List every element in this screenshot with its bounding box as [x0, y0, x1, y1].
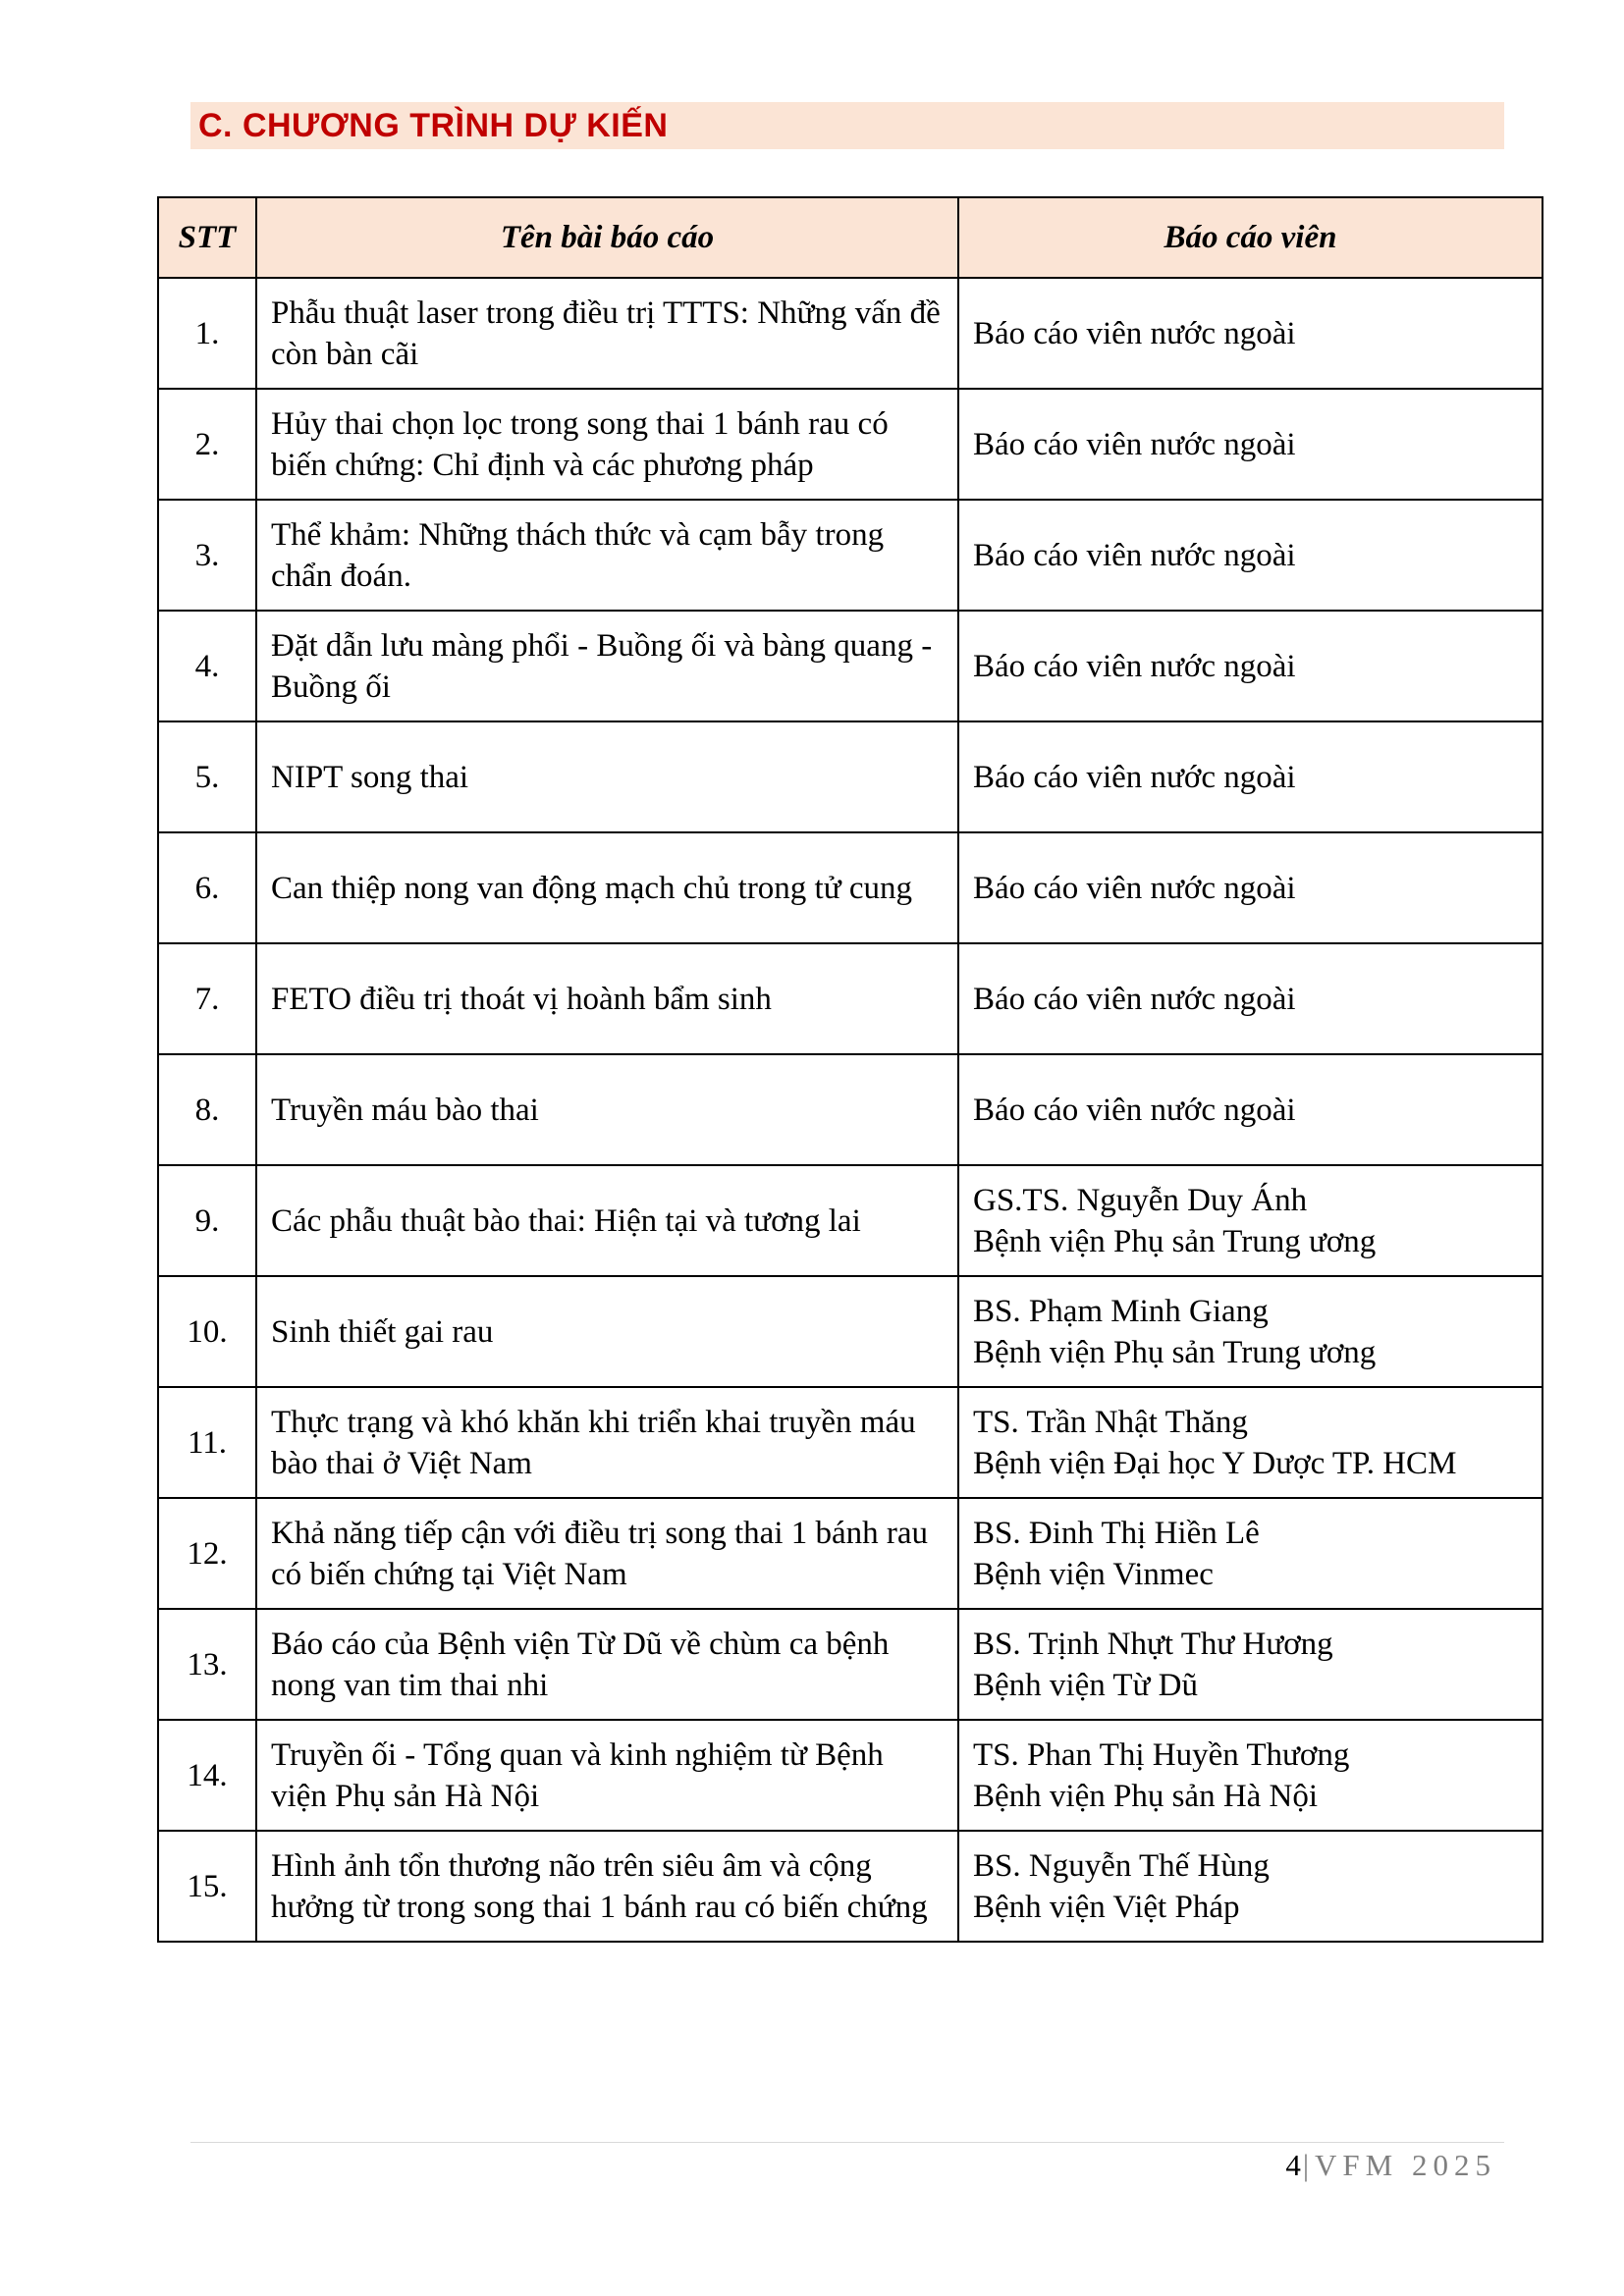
report-title: FETO điều trị thoát vị hoành bẩm sinh: [256, 943, 958, 1054]
report-title: Thể khảm: Những thách thức và cạm bẫy trong chẩn đoán.: [256, 500, 958, 611]
section-title: C. CHƯƠNG TRÌNH DỰ KIẾN: [190, 102, 1504, 149]
row-number: 4.: [158, 611, 256, 721]
speaker-name: Báo cáo viên nước ngoài: [973, 315, 1296, 351]
table-row: [158, 721, 1543, 832]
speaker-affiliation: Bệnh viện Phụ sản Trung ương: [973, 1334, 1377, 1370]
table-row: [158, 1054, 1543, 1165]
report-title: Truyền ối - Tổng quan và kinh nghiệm từ Bệnh viện Phụ sản Hà Nội: [256, 1720, 958, 1831]
speaker-name: TS. Phan Thị Huyền Thương: [973, 1736, 1350, 1773]
table-row: [158, 611, 1543, 721]
speaker-name: GS.TS. Nguyễn Duy Ánh: [973, 1182, 1308, 1218]
table-row: [158, 1387, 1543, 1498]
speaker-name: BS. Trịnh Nhựt Thư Hương: [973, 1626, 1333, 1662]
speaker-affiliation: Bệnh viện Phụ sản Hà Nội: [973, 1778, 1319, 1814]
speaker-cell: [958, 278, 1543, 389]
speaker-name: Báo cáo viên nước ngoài: [973, 426, 1296, 462]
table-row: [158, 500, 1543, 611]
speaker-name: Báo cáo viên nước ngoài: [973, 870, 1296, 906]
report-title: Truyền máu bào thai: [256, 1054, 958, 1165]
report-title: Sinh thiết gai rau: [256, 1276, 958, 1387]
speaker-affiliation: Bệnh viện Từ Dũ: [973, 1667, 1199, 1703]
speaker-cell: [958, 721, 1543, 832]
report-title: Phẫu thuật laser trong điều trị TTTS: Những vấn đề còn bàn cãi: [256, 278, 958, 389]
speaker-name: BS. Phạm Minh Giang: [973, 1293, 1269, 1329]
footer-separator: |: [1302, 2148, 1316, 2182]
speaker-name: TS. Trần Nhật Thăng: [973, 1404, 1248, 1440]
table-row: [158, 389, 1543, 500]
speaker-cell: [958, 1387, 1543, 1498]
speaker-name: Báo cáo viên nước ngoài: [973, 1092, 1296, 1128]
speaker-cell: [958, 1720, 1543, 1831]
table-header-row: [158, 197, 1543, 278]
speaker-cell: [958, 1165, 1543, 1276]
speaker-name: Báo cáo viên nước ngoài: [973, 759, 1296, 795]
speaker-cell: [958, 1276, 1543, 1387]
footer-text: VFM 2025: [1315, 2148, 1496, 2182]
speaker-cell: [958, 1609, 1543, 1720]
table-row: [158, 1720, 1543, 1831]
speaker-name: Báo cáo viên nước ngoài: [973, 648, 1296, 684]
report-title: Báo cáo của Bệnh viện Từ Dũ về chùm ca bệnh nong van tim thai nhi: [256, 1609, 958, 1720]
row-number: 7.: [158, 943, 256, 1054]
table-row: [158, 1165, 1543, 1276]
speaker-name: BS. Đinh Thị Hiền Lê: [973, 1515, 1260, 1551]
speaker-cell: [958, 500, 1543, 611]
speaker-cell: [958, 1054, 1543, 1165]
table-row: [158, 1276, 1543, 1387]
speaker-name: Báo cáo viên nước ngoài: [973, 537, 1296, 573]
page-footer: [1285, 2148, 1496, 2183]
header-stt: STT: [158, 197, 256, 278]
table-row: [158, 278, 1543, 389]
speaker-cell: [958, 1498, 1543, 1609]
row-number: 8.: [158, 1054, 256, 1165]
table-row: [158, 832, 1543, 943]
row-number: 14.: [158, 1720, 256, 1831]
speaker-name: Báo cáo viên nước ngoài: [973, 981, 1296, 1017]
speaker-affiliation: Bệnh viện Việt Pháp: [973, 1889, 1240, 1925]
speaker-cell: [958, 832, 1543, 943]
speaker-cell: [958, 1831, 1543, 1942]
table-body: [158, 278, 1543, 1942]
page-number: 4: [1285, 2148, 1303, 2182]
speaker-name: BS. Nguyễn Thế Hùng: [973, 1847, 1270, 1884]
speaker-cell: [958, 943, 1543, 1054]
speaker-affiliation: Bệnh viện Phụ sản Trung ương: [973, 1223, 1377, 1259]
speaker-affiliation: Bệnh viện Vinmec: [973, 1556, 1214, 1592]
report-title: Hình ảnh tổn thương não trên siêu âm và cộng hưởng từ trong song thai 1 bánh rau có biến chứng: [256, 1831, 958, 1942]
report-title: NIPT song thai: [256, 721, 958, 832]
row-number: 12.: [158, 1498, 256, 1609]
table-row: [158, 1498, 1543, 1609]
row-number: 1.: [158, 278, 256, 389]
row-number: 15.: [158, 1831, 256, 1942]
table-row: [158, 943, 1543, 1054]
row-number: 13.: [158, 1609, 256, 1720]
row-number: 9.: [158, 1165, 256, 1276]
program-table: [157, 196, 1543, 1943]
table-row: [158, 1609, 1543, 1720]
row-number: 6.: [158, 832, 256, 943]
report-title: Đặt dẫn lưu màng phổi - Buồng ối và bàng quang - Buồng ối: [256, 611, 958, 721]
row-number: 11.: [158, 1387, 256, 1498]
report-title: Can thiệp nong van động mạch chủ trong tử cung: [256, 832, 958, 943]
header-speaker: Báo cáo viên: [958, 197, 1543, 278]
header-title: Tên bài báo cáo: [256, 197, 958, 278]
speaker-affiliation: Bệnh viện Đại học Y Dược TP. HCM: [973, 1445, 1457, 1481]
report-title: Thực trạng và khó khăn khi triển khai truyền máu bào thai ở Việt Nam: [256, 1387, 958, 1498]
report-title: Hủy thai chọn lọc trong song thai 1 bánh rau có biến chứng: Chỉ định và các phương pháp: [256, 389, 958, 500]
table-row: [158, 1831, 1543, 1942]
row-number: 5.: [158, 721, 256, 832]
row-number: 2.: [158, 389, 256, 500]
row-number: 3.: [158, 500, 256, 611]
footer-divider: [190, 2142, 1504, 2143]
row-number: 10.: [158, 1276, 256, 1387]
report-title: Khả năng tiếp cận với điều trị song thai 1 bánh rau có biến chứng tại Việt Nam: [256, 1498, 958, 1609]
speaker-cell: [958, 389, 1543, 500]
report-title: Các phẫu thuật bào thai: Hiện tại và tương lai: [256, 1165, 958, 1276]
speaker-cell: [958, 611, 1543, 721]
